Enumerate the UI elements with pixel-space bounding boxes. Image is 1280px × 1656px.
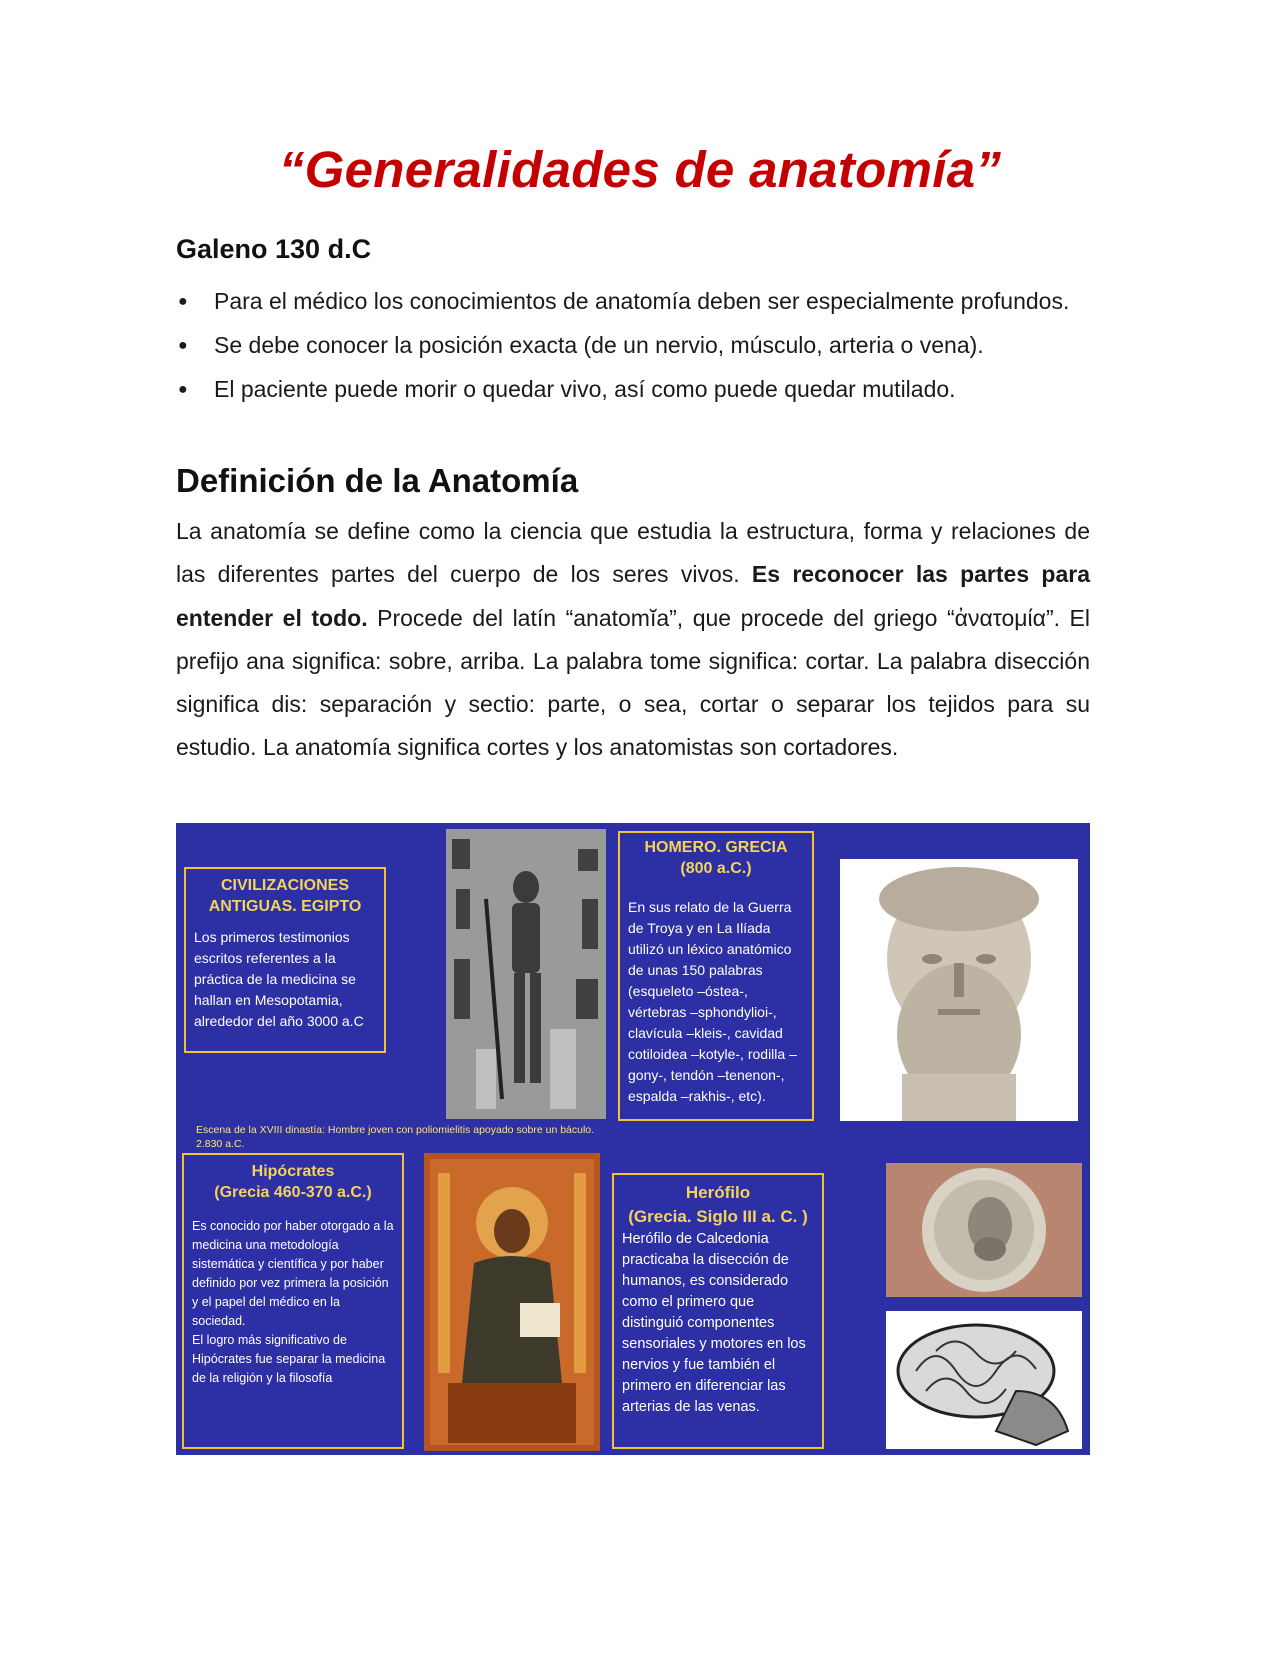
history-infographic bbox=[176, 823, 1090, 1455]
hippocrates-painting-image bbox=[424, 1153, 600, 1451]
homer-box bbox=[618, 831, 814, 1121]
egypt-scene-caption: Escena de la XVIII dinastía: Hombre joven con poliomielitis apoyado sobre un báculo. 2.830 a.C. bbox=[196, 1124, 595, 1150]
herophilus-date: (Grecia. Siglo III a. C. ) bbox=[628, 1207, 808, 1226]
homer-bust-image bbox=[840, 859, 1078, 1121]
bullet-icon: ● bbox=[178, 381, 188, 398]
list-item: ● Para el médico los conocimientos de anatomía deben ser especialmente profundos. bbox=[176, 280, 1090, 323]
egyptian-relief-image bbox=[446, 829, 606, 1119]
medallion-icon bbox=[886, 1163, 1082, 1297]
homer-text: En sus relato de la Guerra de Troya y en La Ilíada utilizó un léxico anatómico de unas 150 palabras (esqueleto –óstea-, vértebras –sphondylioi-, clavícula –kleis-, cavidad cotiloidea –kotyle-, rodilla –gony-, tendón –tenenon-, espalda –rakhis-, etc). bbox=[628, 899, 797, 1104]
brain-engraving-image bbox=[886, 1311, 1082, 1449]
herophilus-heading: Herófilo bbox=[685, 1183, 751, 1202]
list-item: ● Se debe conocer la posición exacta (de un nervio, músculo, arteria o vena). bbox=[176, 324, 1090, 367]
hippocrates-date: (Grecia 460-370 a.C.) bbox=[214, 1184, 372, 1201]
list-item: ● El paciente puede morir o quedar vivo, así como puede quedar mutilado. bbox=[176, 368, 1090, 411]
hippocrates-box bbox=[182, 1153, 404, 1449]
definition-heading: Definición de la Anatomía bbox=[176, 462, 579, 499]
brain-icon bbox=[886, 1311, 1082, 1449]
egypt-box bbox=[184, 867, 386, 1053]
egypt-heading: CIVILIZACIONES ANTIGUAS. EGIPTO bbox=[208, 877, 362, 915]
egyptian-relief-icon bbox=[446, 829, 606, 1119]
galeno-heading: Galeno 130 d.C bbox=[176, 234, 372, 264]
galeno-bullet-list bbox=[176, 280, 1090, 412]
homer-date: (800 a.C.) bbox=[680, 860, 752, 877]
page-title: “Generalidades de anatomía” bbox=[278, 141, 1002, 198]
homer-heading: HOMERO. GRECIA bbox=[644, 839, 788, 856]
hippocrates-heading: Hipócrates bbox=[251, 1163, 335, 1180]
herophilus-box bbox=[612, 1173, 824, 1449]
herophilus-medallion-image bbox=[886, 1163, 1082, 1297]
hippocrates-text-2: El logro más significativo de Hipócrates fue separar la medicina de la religión y la filosofía bbox=[192, 1333, 386, 1385]
herophilus-text: Herófilo de Calcedonia practicaba la disección de humanos, es considerado como el primero que distinguió componentes sensoriales y motores en los nervios y fue también el primero en diferenciar las arterias de las venas. bbox=[622, 1231, 806, 1415]
definition-paragraph: La anatomía se define como la ciencia que estudia la estructura, forma y relaciones de las diferentes partes del cuerpo de los seres vivos. Es reconocer las partes para entender el todo. Procede del latín “anatomĭa”, que procede del griego “ἀνατομία”. El prefijo ana significa: sobre, arriba. La palabra tome significa: cortar. La palabra disección significa dis: separación y sectio: parte, o sea, cortar o separar los tejidos para su estudio. La anatomía significa cortes y los anatomistas son cortadores. bbox=[176, 518, 1090, 761]
bullet-icon: ● bbox=[178, 337, 188, 354]
painting-icon bbox=[424, 1153, 600, 1451]
egypt-text: Los primeros testimonios escritos referentes a la práctica de la medicina se hallan en Mesopotamia, alrededor del año 3000 a.C bbox=[194, 929, 364, 1029]
hippocrates-text-1: Es conocido por haber otorgado a la medicina una metodología sistemática y científica y por haber definido por vez primera la posición y el papel del médico en la sociedad. bbox=[192, 1219, 394, 1328]
bullet-icon: ● bbox=[178, 293, 188, 310]
bust-icon bbox=[840, 859, 1078, 1121]
definition-bold-phrase: Es reconocer las partes para entender el todo. bbox=[176, 561, 1090, 631]
